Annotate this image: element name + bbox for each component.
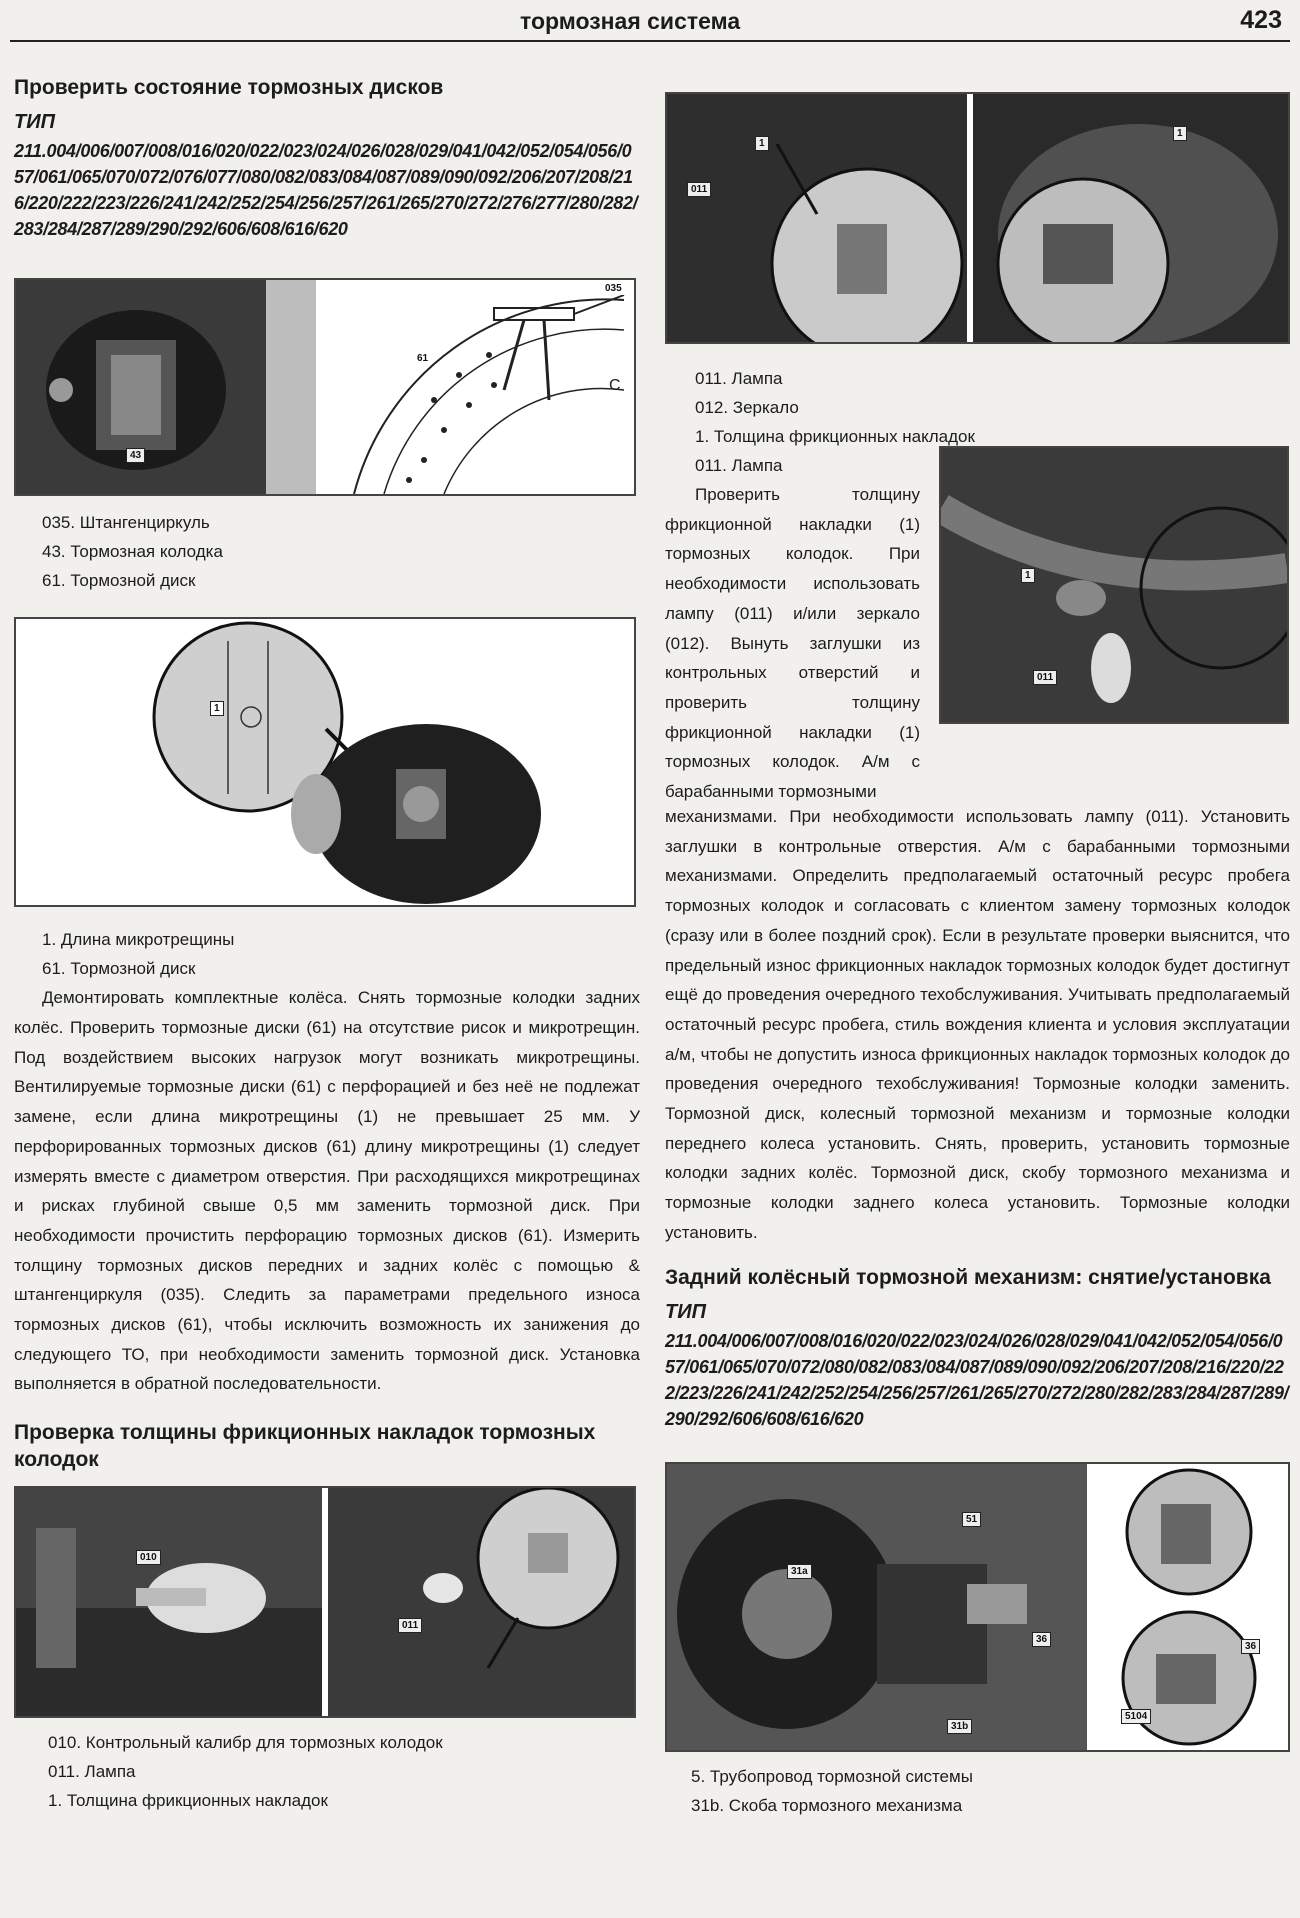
rear-brake-illustration — [667, 1464, 1087, 1750]
lamp-photo — [328, 1488, 634, 1716]
figure-pad-gauge — [14, 1486, 636, 1718]
figure1-captions — [14, 508, 640, 595]
page-number: 423 — [1240, 6, 1282, 34]
caption-line: 011. Лампа — [48, 1761, 136, 1781]
caption-line: 035. Штангенциркуль — [42, 513, 210, 533]
callout-1: 1 — [210, 701, 224, 716]
callout-5104: 5104 — [1121, 1709, 1151, 1724]
drum-illustration — [973, 94, 1288, 342]
type-codes: 211.004/006/007/008/016/020/022/023/024/026/028/029/041/042/052/054/056/057/061/065/070/072/080/082/083/084/087/089/090/092/206/207/208/216/220/222/223/226/241/242/252/254/256/257/261/265/270/272/280/282/283/284/287/289/290/292/606/608/616/620 — [665, 1330, 1289, 1429]
caption-line: 011. Лампа — [695, 456, 783, 475]
figure-rear-brake — [665, 1462, 1290, 1752]
detail-insets — [1091, 1464, 1288, 1750]
lamp-inspection-illustration — [941, 448, 1287, 722]
left-column — [14, 74, 640, 1815]
caliper-on-disc-drawing — [334, 280, 634, 494]
callout-43: 43 — [126, 448, 145, 463]
pad-check-body: механизмами. При необходимости использовать лампу (011). Установить заглушки в контрольные отверстия. А/м с барабанными тормозными механизмами. Определить предполагаемый остаточный ресурс пробега тормозных колодок и согласовать с клиентом замену тормозных колодок (сразу или в более поздний срок). Если в результате проверки выяснится, что предельный износ фрикционных накладок тормозных колодок будет достигнут ещё до проведения очередного техобслуживания. Учитывать предполагаемый остаточный ресурс пробега, стиль вождения клиента и условия эксплуатации а/м, чтобы не допустить износа фрикционных накладок тормозных колодок до проведения очередного техобслуживания! Тормозные колодки заменить. Тормозной диск, колесный тормозной механизм и тормозные колодки переднего колеса установить. Снять, проверить, установить тормозные колодки задних колёс. Тормозной диск, скобу тормозного механизма и тормозные колодки заднего колеса установить. Тормозные колодки установить. — [665, 807, 1290, 1242]
page-header — [0, 0, 1300, 44]
caption-line: 31b. Скоба тормозного механизма — [691, 1795, 963, 1815]
svg-text:C: C — [609, 377, 621, 395]
caption-line: 5. Трубопровод тормозной системы — [691, 1766, 973, 1786]
type-label: ТИП — [665, 1300, 706, 1323]
figure-microcrack — [14, 617, 636, 907]
detail-insets-illustration — [1091, 1464, 1288, 1750]
mirror-illustration — [667, 94, 967, 342]
figure3-captions — [14, 1728, 640, 1815]
callout-011: 011 — [398, 1618, 422, 1633]
right-column — [665, 92, 1290, 1820]
caption-line: 1. Толщина фрикционных накладок — [695, 427, 975, 446]
type-codes: 211.004/006/007/008/016/020/022/023/024/026/028/029/041/042/052/054/056/057/061/065/070/072/076/077/080/082/083/084/087/089/090/092/206/207/208/216/220/222/223/226/241/242/252/254/256/257/261/265/270/272/276/277/280/282/283/284/287/289/290/292/606/608/616/620 — [14, 141, 638, 240]
figure-rear-captions — [665, 1762, 1290, 1820]
running-title: тормозная система — [520, 8, 741, 34]
callout-61: 61 — [414, 352, 431, 365]
figure-caliper-measure — [14, 278, 636, 496]
rear-brake-photo — [667, 1464, 1087, 1750]
gauge-photo — [16, 1488, 322, 1716]
microcrack-illustration — [16, 619, 634, 905]
mirror-photo — [667, 94, 967, 342]
caption-line: 61. Тормозной диск — [42, 571, 196, 591]
caption-line: 012. Зеркало — [695, 398, 799, 417]
callout-011: 011 — [687, 182, 711, 197]
callout-31a: 31a — [787, 1564, 812, 1579]
caption-line: 61. Тормозной диск — [42, 959, 196, 979]
caption-line: 010. Контрольный калибр для тормозных колодок — [48, 1732, 443, 1752]
disc-drawing — [334, 280, 634, 494]
header-rule — [10, 40, 1290, 42]
gauge-illustration — [16, 1488, 322, 1716]
caption-line: 1. Толщина фрикционных накладок — [48, 1790, 328, 1810]
callout-010: 010 — [136, 1550, 161, 1565]
drum-photo — [973, 94, 1288, 342]
callout-31b: 31b — [947, 1719, 972, 1734]
figure-lamp-mirror — [665, 92, 1290, 344]
section-title-rear-brake: Задний колёсный тормозной механизм: снятие/установка — [665, 1265, 1271, 1289]
callout-1: 1 — [755, 136, 769, 151]
lamp-illustration — [328, 1488, 634, 1716]
brake-caliper-illustration — [16, 280, 316, 494]
caption-line: 011. Лампа — [695, 369, 783, 388]
brake-pad-photo — [16, 280, 316, 494]
caption-line: 1. Длина микротрещины — [42, 930, 235, 950]
callout-51: 51 — [962, 1512, 981, 1527]
wrap-block — [665, 480, 1290, 802]
pad-check-wrap-text: Проверить толщину фрикционной накладки (1) тормозных колодок. При необходимости использовать лампу (011) и/или зеркало (012). Вынуть заглушки из контрольных отверстий и проверить толщину фрикционной накладки (1) тормозных колодок. А/м с барабанными тормозными — [665, 485, 920, 802]
callout-011: 011 — [1033, 670, 1057, 685]
callout-035: 035 — [602, 282, 625, 295]
caption-line: 43. Тормозная колодка — [42, 542, 223, 562]
callout-1: 1 — [1021, 568, 1035, 583]
figure2-captions — [14, 925, 640, 983]
section-title-pad-thickness: Проверка толщины фрикционных накладок тормозных колодок — [14, 1421, 596, 1472]
disc-check-body: Демонтировать комплектные колёса. Снять тормозные колодки задних колёс. Проверить тормозные диски (61) на отсутствие рисок и микротрещин. Под воздействием высоких нагрузок могут возникать микротрещины. Вентилируемые тормозные диски (61) с перфорацией и без неё не подлежат замене, если длина микротрещины (1) не превышает 25 мм. У перфорированных тормозных дисков (61) длину микротрещины (1) следует измерять вместе с диаметром отверстия. При расходящихся микротрещинах и рисках глубиной свыше 0,5 мм заменить тормозной диск. При необходимости прочистить перфорацию тормозных дисков (61). Измерить толщину тормозных дисков передних и задних колёс с помощью & штангенциркуля (035). Следить за параметрами предельного износа тормозных дисков (61), чтобы исключить возможность их занижения до следующего ТО, при необходимости заменить тормозной диск. Установка выполняется в обратной последовательности. — [14, 988, 640, 1394]
callout-1: 1 — [1173, 126, 1187, 141]
callout-36: 36 — [1032, 1632, 1051, 1647]
callout-36: 36 — [1241, 1639, 1260, 1654]
figure-lamp-inspection — [939, 446, 1289, 724]
type-label: ТИП — [14, 111, 55, 134]
section-title-disc-check: Проверить состояние тормозных дисков — [14, 76, 444, 99]
